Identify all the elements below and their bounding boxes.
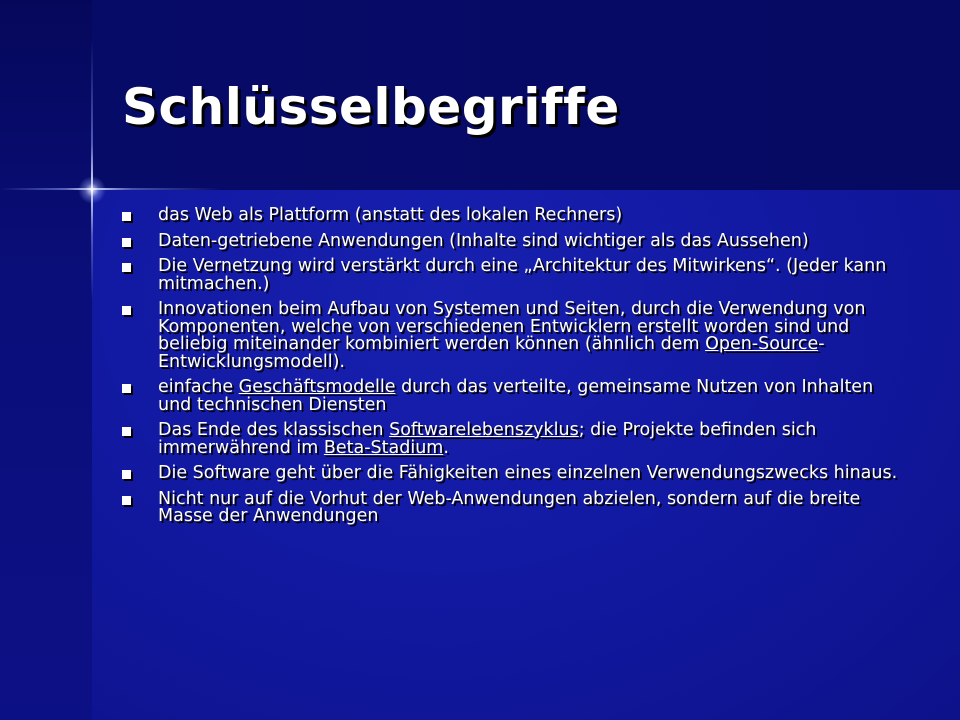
- square-bullet-icon: [122, 238, 131, 247]
- inline-link[interactable]: Open-Source: [705, 334, 819, 354]
- bullet-text: Daten-getriebene Anwendungen (Inhalte sind wichtiger als das Aussehen): [158, 230, 809, 251]
- square-bullet-icon: [122, 470, 131, 479]
- bullet-item: [122, 488, 902, 526]
- sparkle-icon: [78, 176, 106, 204]
- bullet-text: Innovationen beim Aufbau von Systemen und Seiten, durch die Verwendung von Komponenten, welche von verschiedenen Entwicklern erstellt worden sind und beliebig miteinander kombiniert werden können (ähnlich dem: [158, 299, 866, 354]
- bullet-item: [122, 301, 902, 371]
- background-left-band: [0, 0, 92, 720]
- square-bullet-icon: [122, 496, 131, 505]
- bullet-item: [122, 207, 902, 225]
- bullet-text: einfache: [158, 377, 239, 397]
- bullet-item: [122, 465, 902, 483]
- bullet-text: .: [443, 437, 449, 458]
- bullet-text: Das Ende des klassischen: [158, 420, 390, 440]
- bullet-item: [122, 230, 902, 251]
- inline-link[interactable]: Softwarelebenszyklus: [389, 420, 579, 440]
- square-bullet-icon: [122, 384, 131, 393]
- square-bullet-icon: [122, 212, 131, 221]
- bullet-list: [122, 207, 902, 534]
- bullet-item: [122, 258, 902, 293]
- square-bullet-icon: [122, 306, 131, 315]
- bullet-text: Nicht nur auf die Vorhut der Web-Anwendungen abzielen, sondern auf die breite Masse der Anwendungen: [158, 488, 861, 526]
- bullet-text: ; die Projekte befinden sich immerwährend im: [158, 420, 817, 458]
- bullet-text: -Entwicklungsmodell).: [158, 334, 825, 372]
- bullet-text: das Web als Plattform (anstatt des lokalen Rechners): [158, 205, 623, 225]
- bullet-text: durch das verteilte, gemeinsame Nutzen von Inhalten und technischen Diensten: [158, 377, 874, 415]
- square-bullet-icon: [122, 427, 131, 436]
- bullet-item: [122, 422, 902, 457]
- bullet-item: [122, 379, 902, 414]
- bullet-text: Die Software geht über die Fähigkeiten eines einzelnen Verwendungszwecks hinaus.: [158, 463, 898, 483]
- square-bullet-icon: [122, 263, 131, 272]
- inline-link[interactable]: Beta-Stadium: [323, 437, 444, 458]
- bullet-text: Die Vernetzung wird verstärkt durch eine „Architektur des Mitwirkens“. (Jeder kann mitmachen.): [158, 256, 887, 294]
- sparkle-vertical-ray: [91, 40, 93, 300]
- inline-link[interactable]: Geschäftsmodelle: [238, 377, 396, 397]
- sparkle-horizontal-ray: [0, 188, 220, 190]
- slide-title: Schlüsselbegriffe: [122, 78, 620, 136]
